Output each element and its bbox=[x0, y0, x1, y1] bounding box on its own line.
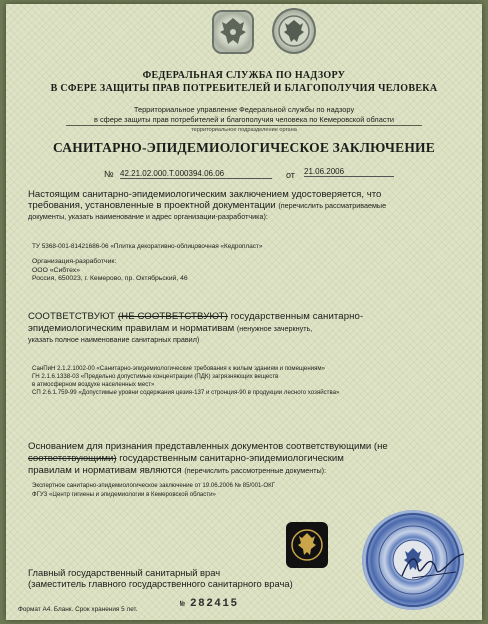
serial-number: 282415 bbox=[190, 598, 239, 610]
basis-line3-note: (перечислить рассмотренные документы): bbox=[184, 466, 327, 475]
basis-line2 bbox=[28, 453, 344, 464]
regulation-item: СП 2.6.1.759-99 «Допустимые уровни содержания цезия-137 и стронция-90 в продукции лесного хозяйства» bbox=[32, 389, 340, 396]
developer-heading: Организация-разработчик: bbox=[32, 258, 117, 265]
form-format: Формат А4. Бланк. Срок хранения 5 лет. bbox=[18, 606, 138, 613]
basis-line1: Основанием для признания представленных документов соответствующими (не bbox=[28, 441, 388, 452]
conformity-no: (НЕ СООТВЕТСТВУЮТ) bbox=[117, 311, 228, 322]
product-spec: ТУ 5368-001-81421686-06 «Плитка декоративно-облицовочная «Кедропласт» bbox=[32, 243, 263, 250]
regulation-item: ГН 2.1.6.1338-03 «Предельно допустимые концентрации (ПДК) загрязняющих веществ bbox=[32, 373, 279, 380]
developer-name: ООО «Сибтех» bbox=[32, 267, 80, 274]
department-underline bbox=[66, 125, 422, 126]
document-number: 42.21.02.000.Т.000394.06.06 bbox=[120, 169, 272, 179]
signatory-title: Главный государственный санитарный врач bbox=[28, 567, 221, 578]
conformity-line1 bbox=[28, 311, 363, 322]
agency-emblem-icon bbox=[272, 8, 316, 54]
department-line1: Территориальное управление Федеральной службы по надзору bbox=[133, 105, 355, 114]
developer-address: Россия, 650023, г. Кемерово, пр. Октябрьский, 46 bbox=[32, 275, 188, 282]
conformity-rules: эпидемиологическим правилам и нормативам bbox=[28, 323, 235, 334]
department-caption: территориальное подразделение органа bbox=[191, 127, 297, 133]
regulation-item: в атмосферном воздухе населенных мест» bbox=[32, 381, 155, 388]
statement-line2 bbox=[28, 200, 386, 211]
agency-title-line1: ФЕДЕРАЛЬНАЯ СЛУЖБА ПО НАДЗОРУ bbox=[142, 70, 346, 81]
statement-line2-note: (перечислить рассматриваемые bbox=[278, 201, 387, 210]
conformity-note2: указать полное наименование санитарных правил) bbox=[28, 335, 200, 344]
conformity-line2 bbox=[28, 323, 312, 334]
department-line2: в сфере защиты прав потребителей и благополучия человека по Кемеровской области bbox=[93, 115, 395, 124]
date-label: от bbox=[286, 170, 295, 180]
conformity-yes: СООТВЕТСТВУЮТ bbox=[28, 311, 116, 322]
conformity-note1: (ненужное зачеркнуть, bbox=[236, 324, 313, 333]
gold-emblem-icon bbox=[286, 522, 328, 568]
agency-title-line2: В СФЕРЕ ЗАЩИТЫ ПРАВ ПОТРЕБИТЕЛЕЙ И БЛАГОПОЛУЧИЯ ЧЕЛОВЕКА bbox=[50, 83, 438, 94]
serial-prefix: № bbox=[180, 600, 185, 609]
basis-document: ФГУЗ «Центр гигиены и эпидемиологии в Кемеровской области» bbox=[32, 491, 216, 498]
statement-line2-main: требования, установленные в проектной документации bbox=[28, 200, 276, 211]
coat-of-arms-icon bbox=[212, 10, 254, 54]
statement-line3: документы, указать наименование и адрес организации-разработчика): bbox=[28, 212, 268, 221]
conformity-rest: государственным санитарно- bbox=[230, 311, 364, 322]
number-label: № bbox=[104, 169, 114, 179]
document-title: САНИТАРНО-ЭПИДЕМИОЛОГИЧЕСКОЕ ЗАКЛЮЧЕНИЕ bbox=[53, 140, 435, 155]
basis-line3 bbox=[28, 465, 326, 476]
basis-line2-rest: государственным санитарно-эпидемиологическим bbox=[119, 453, 344, 464]
regulation-item: СанПиН 2.1.2.1002-00 «Санитарно-эпидемиологические требования к жилым зданиям и помещениям» bbox=[32, 365, 325, 372]
handwritten-signature bbox=[398, 548, 468, 584]
basis-not-conforming: соответствующими) bbox=[28, 453, 117, 464]
basis-document: Экспертное санитарно-эпидемиологическое заключение от 19.06.2006 № 85/001-ОКГ bbox=[32, 482, 276, 489]
document-date: 21.06.2006 bbox=[304, 167, 394, 177]
basis-line3-main: правилам и нормативам являются bbox=[28, 465, 182, 476]
certificate-sheet bbox=[6, 4, 482, 620]
signatory-subtitle: (заместитель главного государственного санитарного врача) bbox=[28, 578, 293, 589]
statement-line1: Настоящим санитарно-эпидемиологическим заключением удостоверяется, что bbox=[28, 189, 382, 200]
